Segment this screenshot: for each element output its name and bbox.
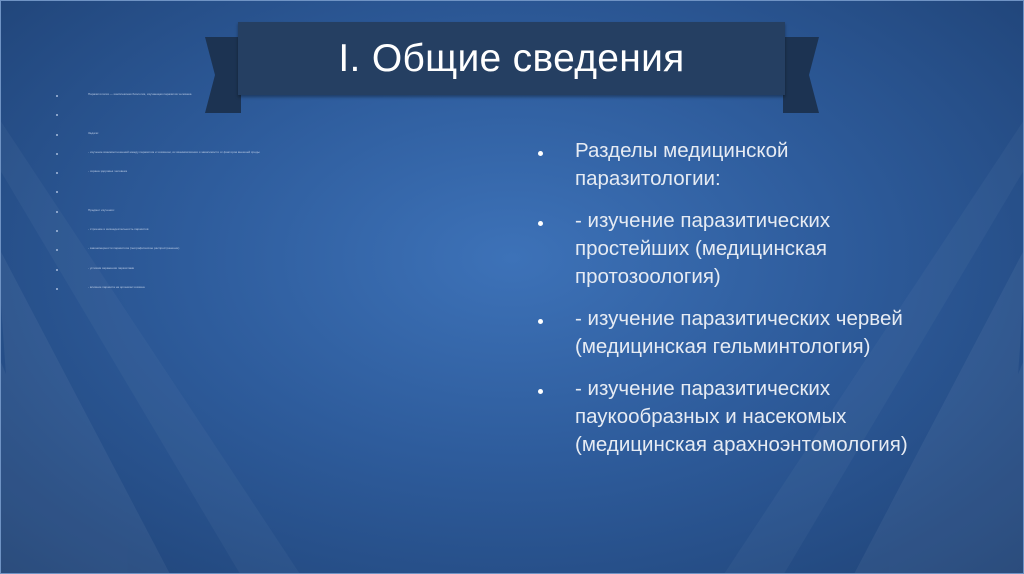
left-list-item	[56, 92, 356, 111]
left-list-item	[56, 169, 356, 188]
left-list-text: - условия заражения паразитами	[88, 265, 135, 270]
bullet-dot	[56, 134, 58, 136]
bullet-dot	[538, 151, 543, 156]
bullet-text: Разделы медицинской паразитологии:	[575, 139, 789, 190]
bullet-dot	[56, 153, 58, 155]
left-list-text: - охрана здоровья человека	[88, 169, 128, 174]
left-list-item	[56, 131, 356, 150]
bullet-text: - изучение паразитических паукообразных и насекомых (медицинская арахноэнтомология)	[575, 377, 908, 456]
bullet-dot	[56, 114, 58, 116]
ribbon-right-tail	[783, 37, 819, 113]
left-list-text: Паразитология — комплексная биология, изучающая паразитов человека	[88, 92, 192, 96]
left-list-item	[56, 266, 356, 285]
left-list-item	[56, 208, 356, 227]
right-bullet-list	[533, 137, 983, 473]
bullet-dot	[56, 249, 58, 251]
bullet-dot	[56, 230, 58, 232]
left-list-text: - закономерности паразитоза (географическое распространение)	[88, 246, 180, 251]
left-list-item	[56, 111, 356, 130]
left-text-list	[56, 92, 356, 304]
bullet-dot	[56, 288, 58, 290]
left-list-text: - строение и жизнедеятельность паразитов	[88, 227, 149, 232]
left-list-item	[56, 150, 356, 169]
bullet-dot	[56, 95, 58, 97]
bullet-item	[533, 137, 983, 193]
left-list-text: Задачи:	[88, 130, 99, 135]
bullet-dot	[538, 389, 543, 394]
bullet-text: - изучение паразитических червей (медицинская гельминтология)	[575, 307, 903, 358]
bullet-dot	[538, 319, 543, 324]
left-list-item	[56, 246, 356, 265]
left-list-text: Предмет изучения:	[88, 207, 115, 212]
bullet-dot	[56, 211, 58, 213]
bullet-dot	[538, 221, 543, 226]
bullet-text: - изучение паразитических простейших (медицинская протозоология)	[575, 209, 831, 288]
bullet-item	[533, 375, 983, 459]
left-list-text: - влияние паразита на организм хозяина	[88, 284, 145, 289]
bullet-dot	[56, 172, 58, 174]
left-list-item	[56, 285, 356, 304]
title-banner	[238, 22, 785, 95]
bullet-dot	[56, 191, 58, 193]
bullet-item	[533, 207, 983, 291]
left-list-item	[56, 188, 356, 207]
slide-title: I. Общие сведения	[338, 36, 685, 80]
left-list-item	[56, 227, 356, 246]
bullet-dot	[56, 269, 58, 271]
bullet-item	[533, 305, 983, 361]
left-list-text: - изучение взаимоотношений между паразитом и хозяином, их взаимовлияния и зависимости от факторов внешней среды	[88, 149, 260, 154]
